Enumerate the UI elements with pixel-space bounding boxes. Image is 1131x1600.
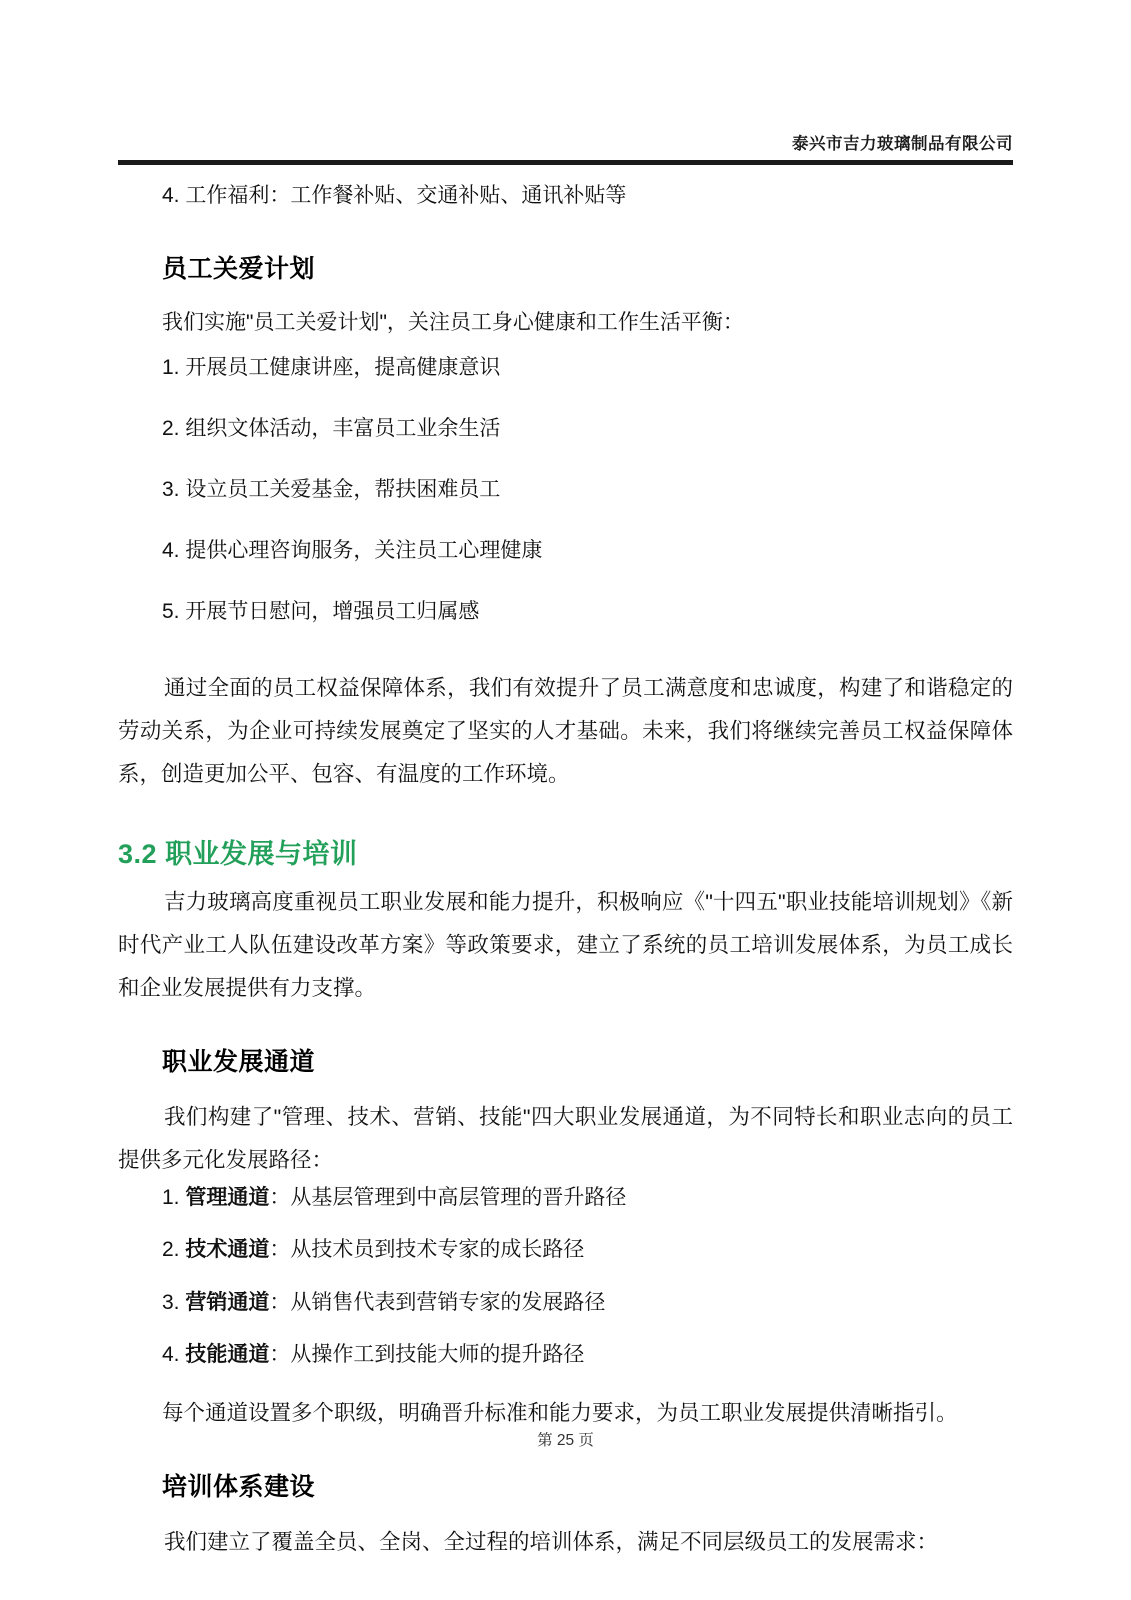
care-plan-intro: 我们实施"员工关爱计划"，关注员工身心健康和工作生活平衡： xyxy=(162,310,744,334)
career-channel-closing: 每个通道设置多个职级，明确晋升标准和能力要求，为员工职业发展提供清晰指引。 xyxy=(162,1400,958,1425)
header-divider xyxy=(118,160,1013,165)
list-item xyxy=(118,1339,1013,1372)
list-item xyxy=(118,1234,1013,1267)
spacer xyxy=(118,653,1013,667)
list-item-label: 技术通道 xyxy=(185,1238,270,1262)
page-header-company: 泰兴市吉力玻璃制品有限公司 xyxy=(792,135,1013,153)
page-footer: 第 25 页 xyxy=(537,1432,594,1449)
list-item: 4. 提供心理咨询服务，关注员工心理健康 xyxy=(162,538,543,562)
heading-section-3-2 xyxy=(118,832,1013,871)
list-item-number: 4. xyxy=(162,1343,180,1367)
list-item-text: ：从销售代表到营销专家的发展路径 xyxy=(269,1290,606,1314)
list-item-number: 1. xyxy=(162,1185,180,1209)
list-item-label: 营销通道 xyxy=(185,1290,270,1314)
heading-care-plan: 员工关爱计划 xyxy=(162,254,316,283)
list-item-text: ：从操作工到技能大师的提升路径 xyxy=(269,1343,585,1367)
heading-career-channel: 职业发展通道 xyxy=(162,1047,316,1076)
section-number: 3.2 xyxy=(118,838,158,869)
training-intro: 我们建立了覆盖全员、全岗、全过程的培训体系，满足不同层级员工的发展需求： xyxy=(164,1529,939,1554)
list-item-number: 2. xyxy=(162,1238,180,1262)
list-item: 3. 设立员工关爱基金，帮扶困难员工 xyxy=(162,477,501,501)
list-item xyxy=(118,1182,1013,1215)
list-item-work-benefits: 4. 工作福利：工作餐补贴、交通补贴、通讯补贴等 xyxy=(162,184,627,207)
section-intro: 吉力玻璃高度重视员工职业发展和能力提升，积极响应《"十四五"职业技能培训规划》《新时代产业工人队伍建设改革方案》等政策要求，建立了系统的员工培训发展体系，为员工成长和企业发展提供有力支撑。 xyxy=(118,889,1013,1000)
care-plan-summary: 通过全面的员工权益保障体系，我们有效提升了员工满意度和忠诚度，构建了和谐稳定的劳动关系，为企业可持续发展奠定了坚实的人才基础。未来，我们将继续完善员工权益保障体系，创造更加公平、包容、有温度的工作环境。 xyxy=(118,675,1013,786)
list-item: 2. 组织文体活动，丰富员工业余生活 xyxy=(162,416,501,440)
heading-training-system: 培训体系建设 xyxy=(162,1472,316,1501)
list-item xyxy=(118,1287,1013,1320)
list-item-text: ：从基层管理到中高层管理的晋升路径 xyxy=(269,1185,627,1209)
list-item-text: ：从技术员到技术专家的成长路径 xyxy=(269,1238,585,1262)
list-item: 5. 开展节日慰问，增强员工归属感 xyxy=(162,599,480,623)
list-item-label: 技能通道 xyxy=(185,1343,270,1367)
list-item-number: 3. xyxy=(162,1290,180,1314)
section-title: 职业发展与培训 xyxy=(165,838,358,869)
list-item-label: 管理通道 xyxy=(185,1185,270,1209)
page-content xyxy=(118,176,1013,1564)
list-item: 1. 开展员工健康讲座，提高健康意识 xyxy=(162,355,501,379)
career-channel-intro: 我们构建了"管理、技术、营销、技能"四大职业发展通道，为不同特长和职业志向的员工提供多元化发展路径： xyxy=(118,1104,1013,1172)
